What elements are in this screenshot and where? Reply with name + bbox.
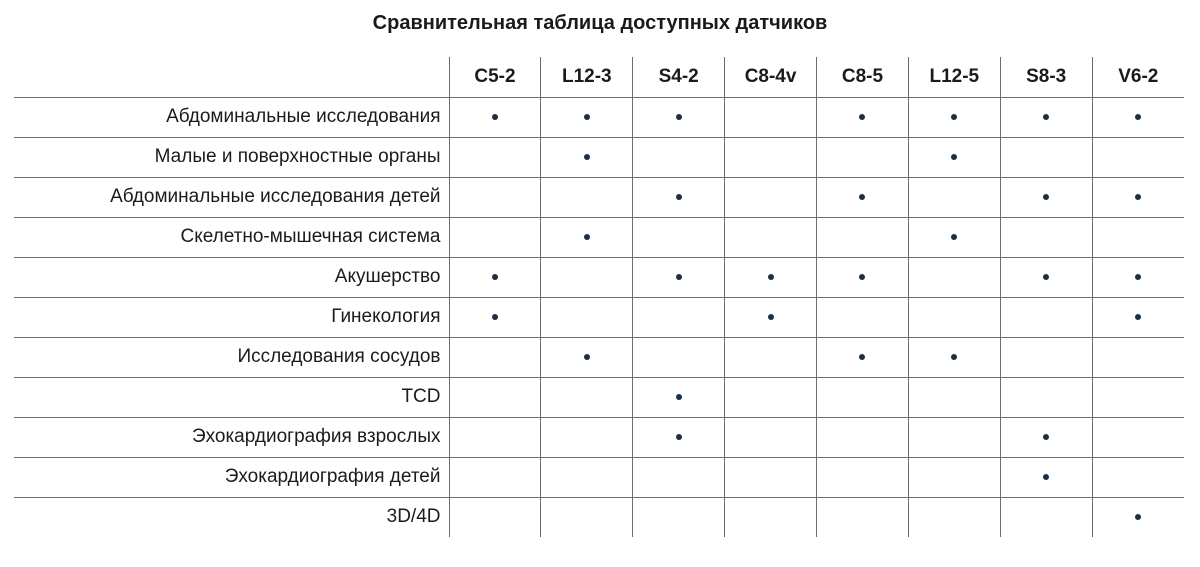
table-cell	[541, 297, 633, 337]
bullet-dot-icon	[676, 274, 682, 280]
bullet-dot-icon	[584, 114, 590, 120]
column-header: L12-3	[541, 57, 633, 97]
table-cell	[633, 377, 725, 417]
table-cell	[817, 337, 909, 377]
row-label: TCD	[14, 377, 449, 417]
table-cell	[449, 337, 541, 377]
column-header: V6-2	[1092, 57, 1184, 97]
table-row	[14, 417, 1184, 457]
column-header: C8-4v	[725, 57, 817, 97]
table-cell	[1000, 417, 1092, 457]
table-cell	[449, 497, 541, 537]
table-cell	[633, 257, 725, 297]
corner-cell	[14, 57, 449, 97]
table-cell	[817, 417, 909, 457]
table-cell	[1092, 377, 1184, 417]
row-label: Абдоминальные исследования	[14, 97, 449, 137]
table-row	[14, 337, 1184, 377]
bullet-dot-icon	[951, 234, 957, 240]
table-cell	[541, 497, 633, 537]
table-cell	[725, 177, 817, 217]
table-cell	[449, 297, 541, 337]
table-cell	[908, 337, 1000, 377]
bullet-dot-icon	[1043, 474, 1049, 480]
table-cell	[908, 137, 1000, 177]
bullet-dot-icon	[676, 394, 682, 400]
table-cell	[725, 337, 817, 377]
table-cell	[1000, 257, 1092, 297]
table-cell	[1000, 297, 1092, 337]
table-cell	[908, 297, 1000, 337]
row-label: Эхокардиография детей	[14, 457, 449, 497]
bullet-dot-icon	[676, 114, 682, 120]
table-cell	[817, 137, 909, 177]
table-cell	[633, 337, 725, 377]
bullet-dot-icon	[1043, 274, 1049, 280]
table-row	[14, 377, 1184, 417]
table-cell	[633, 417, 725, 457]
table-cell	[1092, 417, 1184, 457]
table-cell	[725, 377, 817, 417]
table-cell	[1092, 257, 1184, 297]
bullet-dot-icon	[584, 154, 590, 160]
table-cell	[541, 377, 633, 417]
table-cell	[725, 217, 817, 257]
table-cell	[908, 177, 1000, 217]
bullet-dot-icon	[951, 154, 957, 160]
table-cell	[633, 177, 725, 217]
table-cell	[1092, 297, 1184, 337]
table-cell	[541, 417, 633, 457]
table-cell	[725, 297, 817, 337]
table-cell	[817, 377, 909, 417]
table-cell	[908, 257, 1000, 297]
table-cell	[817, 177, 909, 217]
table-cell	[449, 457, 541, 497]
table-cell	[908, 217, 1000, 257]
table-cell	[541, 177, 633, 217]
bullet-dot-icon	[1043, 114, 1049, 120]
table-cell	[633, 457, 725, 497]
table-cell	[817, 257, 909, 297]
table-cell	[1092, 137, 1184, 177]
column-header: S4-2	[633, 57, 725, 97]
table-cell	[725, 257, 817, 297]
column-header: S8-3	[1000, 57, 1092, 97]
table-cell	[449, 137, 541, 177]
bullet-dot-icon	[1135, 314, 1141, 320]
table-row	[14, 97, 1184, 137]
table-cell	[449, 177, 541, 217]
bullet-dot-icon	[951, 354, 957, 360]
table-cell	[817, 457, 909, 497]
table-cell	[1000, 337, 1092, 377]
table-cell	[908, 97, 1000, 137]
table-cell	[541, 217, 633, 257]
table-cell	[541, 137, 633, 177]
table-cell	[908, 377, 1000, 417]
table-cell	[817, 497, 909, 537]
bullet-dot-icon	[768, 274, 774, 280]
table-cell	[633, 297, 725, 337]
table-cell	[725, 497, 817, 537]
table-row	[14, 217, 1184, 257]
bullet-dot-icon	[951, 114, 957, 120]
table-cell	[541, 337, 633, 377]
bullet-dot-icon	[584, 354, 590, 360]
table-row	[14, 137, 1184, 177]
bullet-dot-icon	[768, 314, 774, 320]
table-cell	[541, 257, 633, 297]
table-cell	[1092, 497, 1184, 537]
table-cell	[1092, 217, 1184, 257]
bullet-dot-icon	[1135, 114, 1141, 120]
row-label: Эхокардиография взрослых	[14, 417, 449, 457]
table-cell	[817, 217, 909, 257]
bullet-dot-icon	[492, 274, 498, 280]
row-label: Скелетно-мышечная система	[14, 217, 449, 257]
table-row	[14, 177, 1184, 217]
table-cell	[1000, 217, 1092, 257]
row-label: Малые и поверхностные органы	[14, 137, 449, 177]
sensor-comparison-table	[14, 57, 1184, 537]
bullet-dot-icon	[676, 434, 682, 440]
table-cell	[908, 417, 1000, 457]
bullet-dot-icon	[859, 114, 865, 120]
table-cell	[1092, 457, 1184, 497]
table-cell	[908, 497, 1000, 537]
bullet-dot-icon	[1043, 194, 1049, 200]
column-header: L12-5	[908, 57, 1000, 97]
table-cell	[449, 377, 541, 417]
bullet-dot-icon	[859, 354, 865, 360]
table-cell	[633, 497, 725, 537]
row-label: Гинекология	[14, 297, 449, 337]
bullet-dot-icon	[1135, 274, 1141, 280]
table-cell	[1000, 497, 1092, 537]
table-cell	[1000, 97, 1092, 137]
table-cell	[1000, 377, 1092, 417]
row-label: Акушерство	[14, 257, 449, 297]
bullet-dot-icon	[492, 314, 498, 320]
column-header: C5-2	[449, 57, 541, 97]
bullet-dot-icon	[1135, 194, 1141, 200]
row-label: Абдоминальные исследования детей	[14, 177, 449, 217]
table-cell	[1000, 457, 1092, 497]
header-row	[14, 57, 1184, 97]
page-title: Сравнительная таблица доступных датчиков	[372, 12, 828, 34]
table-cell	[1092, 177, 1184, 217]
table-cell	[1092, 337, 1184, 377]
table-row	[14, 297, 1184, 337]
table-cell	[1000, 137, 1092, 177]
table-cell	[725, 137, 817, 177]
table-cell	[633, 217, 725, 257]
table-row	[14, 257, 1184, 297]
bullet-dot-icon	[584, 234, 590, 240]
table-cell	[908, 457, 1000, 497]
table-cell	[449, 217, 541, 257]
table-cell	[449, 417, 541, 457]
bullet-dot-icon	[859, 194, 865, 200]
table-cell	[633, 97, 725, 137]
table-row	[14, 497, 1184, 537]
table-cell	[449, 97, 541, 137]
table-cell	[725, 457, 817, 497]
bullet-dot-icon	[492, 114, 498, 120]
table-cell	[817, 297, 909, 337]
row-label: 3D/4D	[386, 506, 441, 528]
table-cell	[1000, 177, 1092, 217]
table-cell	[541, 457, 633, 497]
table-cell	[1092, 97, 1184, 137]
bullet-dot-icon	[1135, 514, 1141, 520]
bullet-dot-icon	[859, 274, 865, 280]
table-row	[14, 457, 1184, 497]
table-cell	[817, 97, 909, 137]
table-cell	[725, 417, 817, 457]
bullet-dot-icon	[676, 194, 682, 200]
row-label: Исследования сосудов	[14, 337, 449, 377]
column-header: C8-5	[817, 57, 909, 97]
table-cell	[633, 137, 725, 177]
table-cell	[541, 97, 633, 137]
table-cell	[449, 257, 541, 297]
bullet-dot-icon	[1043, 434, 1049, 440]
table-cell	[725, 97, 817, 137]
